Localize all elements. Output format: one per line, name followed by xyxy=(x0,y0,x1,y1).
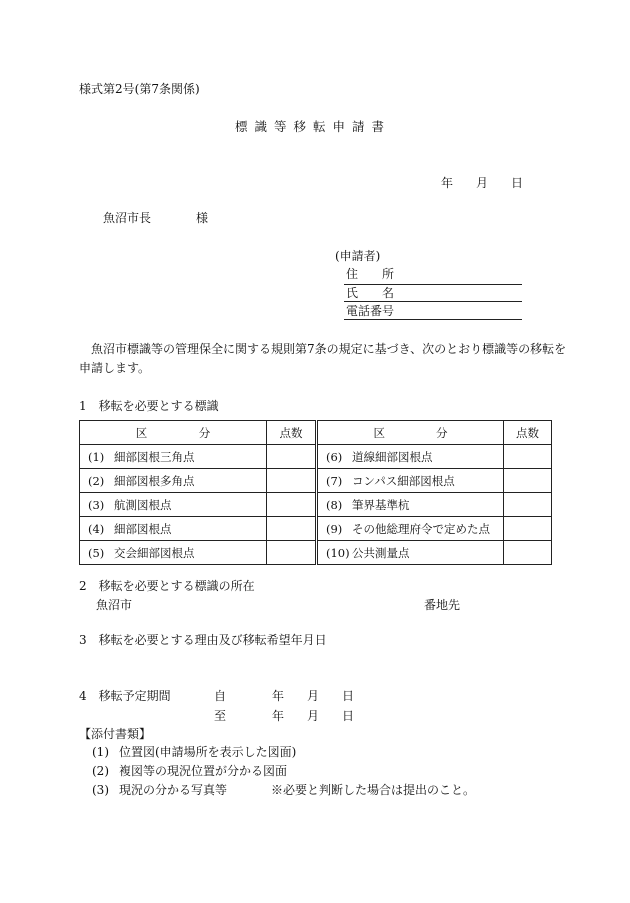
attachment-item-num: (1) xyxy=(92,745,109,759)
row-num: (9) xyxy=(326,521,343,536)
period-to-label: 至 xyxy=(214,709,227,723)
date-day-label: 日 xyxy=(511,176,524,190)
period-from-label: 自 xyxy=(214,689,227,703)
applicant-heading: (申請者) xyxy=(335,249,381,263)
table-row xyxy=(80,469,316,493)
row-label: 交会細部図根点 xyxy=(114,545,195,560)
table-row xyxy=(318,517,552,541)
name-underline xyxy=(344,301,522,302)
row-label: 筆界基準杭 xyxy=(352,497,410,512)
table-row xyxy=(318,493,552,517)
row-num: (2) xyxy=(88,473,105,488)
row-label: 細部図根多角点 xyxy=(114,473,195,488)
period-to-year: 年 xyxy=(272,709,285,723)
applicant-address-label: 住 所 xyxy=(346,267,395,281)
applicant-phone-label: 電話番号 xyxy=(346,304,395,318)
count-cell xyxy=(267,445,316,469)
row-label: コンパス細部図根点 xyxy=(352,473,455,488)
attachment-item-num: (3) xyxy=(92,783,109,797)
header-kubun: 区 分 xyxy=(318,421,504,445)
form-number: 様式第2号(第7条関係) xyxy=(79,82,200,96)
row-num: (3) xyxy=(88,497,105,512)
row-num: (6) xyxy=(326,449,343,464)
addressee-honorific: 様 xyxy=(196,211,209,225)
row-num: (4) xyxy=(88,521,105,536)
table-row xyxy=(80,493,316,517)
header-count: 点数 xyxy=(267,421,316,445)
count-cell xyxy=(504,469,552,493)
count-cell xyxy=(267,493,316,517)
table-row xyxy=(318,469,552,493)
row-num: (5) xyxy=(88,545,105,560)
intro-text-line2: 申請します。 xyxy=(79,361,151,375)
count-cell xyxy=(504,493,552,517)
header-count: 点数 xyxy=(504,421,552,445)
attachments-note: ※必要と判断した場合は提出のこと。 xyxy=(271,783,476,797)
date-year-label: 年 xyxy=(441,176,454,190)
attachment-item-text: 複図等の現況位置が分かる図面 xyxy=(119,764,288,778)
table-row xyxy=(80,517,316,541)
row-label: 公共測量点 xyxy=(352,545,410,560)
attachment-item-text: 現況の分かる写真等 xyxy=(119,783,228,797)
table-row xyxy=(318,445,552,469)
section1-heading: 1 移転を必要とする標識 xyxy=(79,399,219,413)
attachments-heading: 【添付書類】 xyxy=(79,727,152,741)
intro-text-line1: 魚沼市標識等の管理保全に関する規則第7条の規定に基づき、次のとおり標識等の移転を xyxy=(91,342,567,356)
count-cell xyxy=(504,445,552,469)
row-label: その他総理府令で定めた点 xyxy=(352,521,490,536)
marker-table-right xyxy=(317,420,552,565)
location-city: 魚沼市 xyxy=(96,598,133,612)
row-label: 航測図根点 xyxy=(114,497,172,512)
marker-table-left xyxy=(79,420,316,565)
row-label: 細部図根点 xyxy=(114,521,172,536)
row-label: 細部図根三角点 xyxy=(114,449,195,464)
period-from-day: 日 xyxy=(342,689,355,703)
location-suffix: 番地先 xyxy=(424,598,461,612)
count-cell xyxy=(267,517,316,541)
row-num: (10) xyxy=(326,545,350,560)
row-num: (7) xyxy=(326,473,343,488)
period-to-month: 月 xyxy=(307,709,320,723)
attachment-item-num: (2) xyxy=(92,764,109,778)
table-row xyxy=(318,541,552,565)
section2-heading: 2 移転を必要とする標識の所在 xyxy=(79,579,255,593)
document-title: 標識等移転申請書 xyxy=(235,119,392,134)
row-label: 道線細部図根点 xyxy=(352,449,433,464)
period-from-month: 月 xyxy=(307,689,320,703)
attachment-item-text: 位置図(申請場所を表示した図面) xyxy=(119,745,297,759)
addressee-name: 魚沼市長 xyxy=(103,211,152,225)
date-month-label: 月 xyxy=(476,176,489,190)
section4-heading: 4 移転予定期間 xyxy=(79,689,171,703)
period-from-year: 年 xyxy=(272,689,285,703)
row-num: (8) xyxy=(326,497,343,512)
count-cell xyxy=(267,541,316,565)
count-cell xyxy=(267,469,316,493)
header-kubun: 区 分 xyxy=(80,421,267,445)
row-num: (1) xyxy=(88,449,105,464)
phone-underline xyxy=(344,319,522,320)
period-to-day: 日 xyxy=(342,709,355,723)
section3-heading: 3 移転を必要とする理由及び移転希望年月日 xyxy=(79,633,327,647)
applicant-name-label: 氏 名 xyxy=(346,286,395,300)
table-row xyxy=(80,445,316,469)
count-cell xyxy=(504,541,552,565)
count-cell xyxy=(504,517,552,541)
address-underline xyxy=(344,284,522,285)
table-row xyxy=(80,541,316,565)
